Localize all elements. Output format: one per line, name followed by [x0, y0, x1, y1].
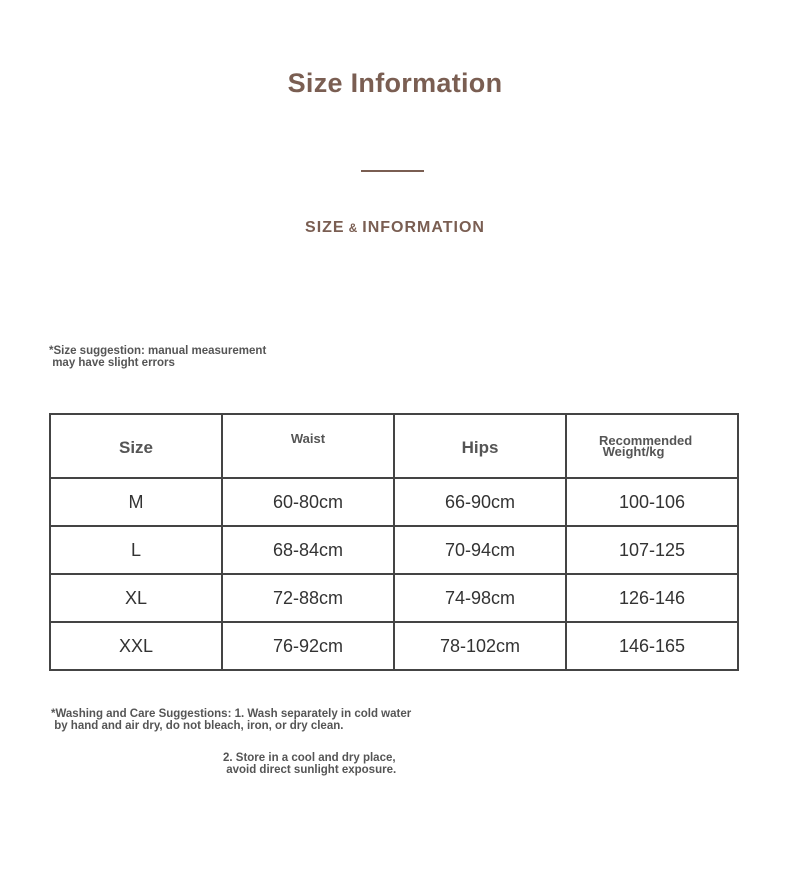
cell-size: XL — [50, 574, 222, 622]
cell-size: M — [50, 478, 222, 526]
table-row — [50, 574, 738, 622]
header-weight-line1: Recommended — [599, 433, 693, 448]
title-divider — [361, 170, 424, 172]
cell-waist: 72-88cm — [222, 574, 394, 622]
header-waist: Waist — [222, 414, 394, 478]
cell-hips: 66-90cm — [394, 478, 566, 526]
table-header-row — [50, 414, 738, 478]
cell-waist: 60-80cm — [222, 478, 394, 526]
table-row — [50, 622, 738, 670]
header-weight — [566, 414, 738, 478]
table-row — [50, 526, 738, 574]
header-size: Size — [50, 414, 222, 478]
cell-weight: 107-125 — [566, 526, 738, 574]
storage-note: 2. Store in a cool and dry place, avoid direct sunlight exposure. — [223, 752, 397, 776]
table-row — [50, 478, 738, 526]
cell-hips: 74-98cm — [394, 574, 566, 622]
subtitle-size: SIZE — [305, 219, 345, 236]
size-suggestion-note: *Size suggestion: manual measurement may have slight errors — [49, 345, 267, 369]
page-title: Size Information — [287, 68, 503, 98]
subtitle-information: INFORMATION — [362, 219, 485, 236]
subtitle-ampersand: & — [348, 221, 359, 235]
header-weight-line2: Weight/kg — [599, 444, 665, 459]
cell-size: L — [50, 526, 222, 574]
size-table — [49, 413, 739, 671]
cell-waist: 76-92cm — [222, 622, 394, 670]
header-hips: Hips — [394, 414, 566, 478]
cell-weight: 126-146 — [566, 574, 738, 622]
washing-care-note: *Washing and Care Suggestions: 1. Wash separately in cold water by hand and air dry, do not bleach, iron, or dry clean. — [51, 708, 412, 732]
cell-waist: 68-84cm — [222, 526, 394, 574]
cell-hips: 70-94cm — [394, 526, 566, 574]
section-subtitle — [0, 219, 790, 237]
cell-size: XXL — [50, 622, 222, 670]
cell-weight: 100-106 — [566, 478, 738, 526]
cell-hips: 78-102cm — [394, 622, 566, 670]
cell-weight: 146-165 — [566, 622, 738, 670]
